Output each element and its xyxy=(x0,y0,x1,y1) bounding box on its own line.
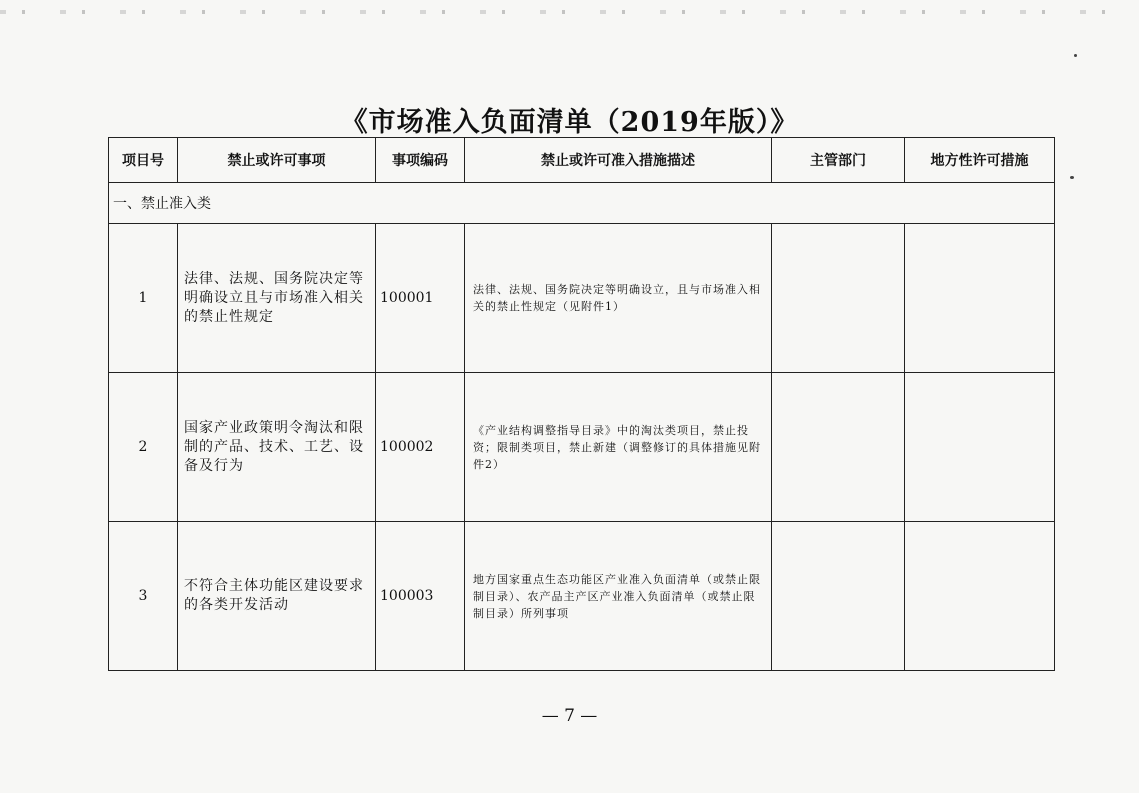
scan-speck xyxy=(1070,176,1074,179)
table-row xyxy=(109,522,1055,671)
row-local-measures xyxy=(905,522,1055,671)
header-item-code: 事项编码 xyxy=(376,138,465,183)
negative-list-table xyxy=(108,137,1055,671)
row-department xyxy=(772,224,905,373)
document-title: 《市场准入负面清单（2019年版）》 xyxy=(340,107,799,138)
page-number: — 7 — xyxy=(541,706,598,726)
row-item: 法律、法规、国务院决定等明确设立且与市场准入相关的禁止性规定 xyxy=(178,224,376,373)
row-number: 1 xyxy=(109,224,178,373)
row-description: 《产业结构调整指导目录》中的淘汰类项目，禁止投资；限制类项目，禁止新建（调整修订的具体措施见附件2） xyxy=(465,373,772,522)
category-row xyxy=(109,183,1055,224)
row-number: 2 xyxy=(109,373,178,522)
row-number: 3 xyxy=(109,522,178,671)
header-local-measures: 地方性许可措施 xyxy=(905,138,1055,183)
row-code: 100001 xyxy=(376,224,465,373)
row-description: 法律、法规、国务院决定等明确设立，且与市场准入相关的禁止性规定（见附件1） xyxy=(465,224,772,373)
table-row xyxy=(109,224,1055,373)
row-code: 100002 xyxy=(376,373,465,522)
header-department: 主管部门 xyxy=(772,138,905,183)
row-item: 不符合主体功能区建设要求的各类开发活动 xyxy=(178,522,376,671)
scan-speck xyxy=(1074,54,1077,57)
row-item: 国家产业政策明令淘汰和限制的产品、技术、工艺、设备及行为 xyxy=(178,373,376,522)
row-local-measures xyxy=(905,373,1055,522)
category-label: 一、禁止准入类 xyxy=(109,183,1055,224)
header-item: 禁止或许可事项 xyxy=(178,138,376,183)
table-row xyxy=(109,373,1055,522)
row-local-measures xyxy=(905,224,1055,373)
header-item-number: 项目号 xyxy=(109,138,178,183)
row-code: 100003 xyxy=(376,522,465,671)
table-header-row xyxy=(109,138,1055,183)
row-department xyxy=(772,522,905,671)
header-description: 禁止或许可准入措施描述 xyxy=(465,138,772,183)
scan-artifact-top xyxy=(0,10,1139,14)
row-description: 地方国家重点生态功能区产业准入负面清单（或禁止限制目录）、农产品主产区产业准入负面清单（或禁止限制目录）所列事项 xyxy=(465,522,772,671)
row-department xyxy=(772,373,905,522)
